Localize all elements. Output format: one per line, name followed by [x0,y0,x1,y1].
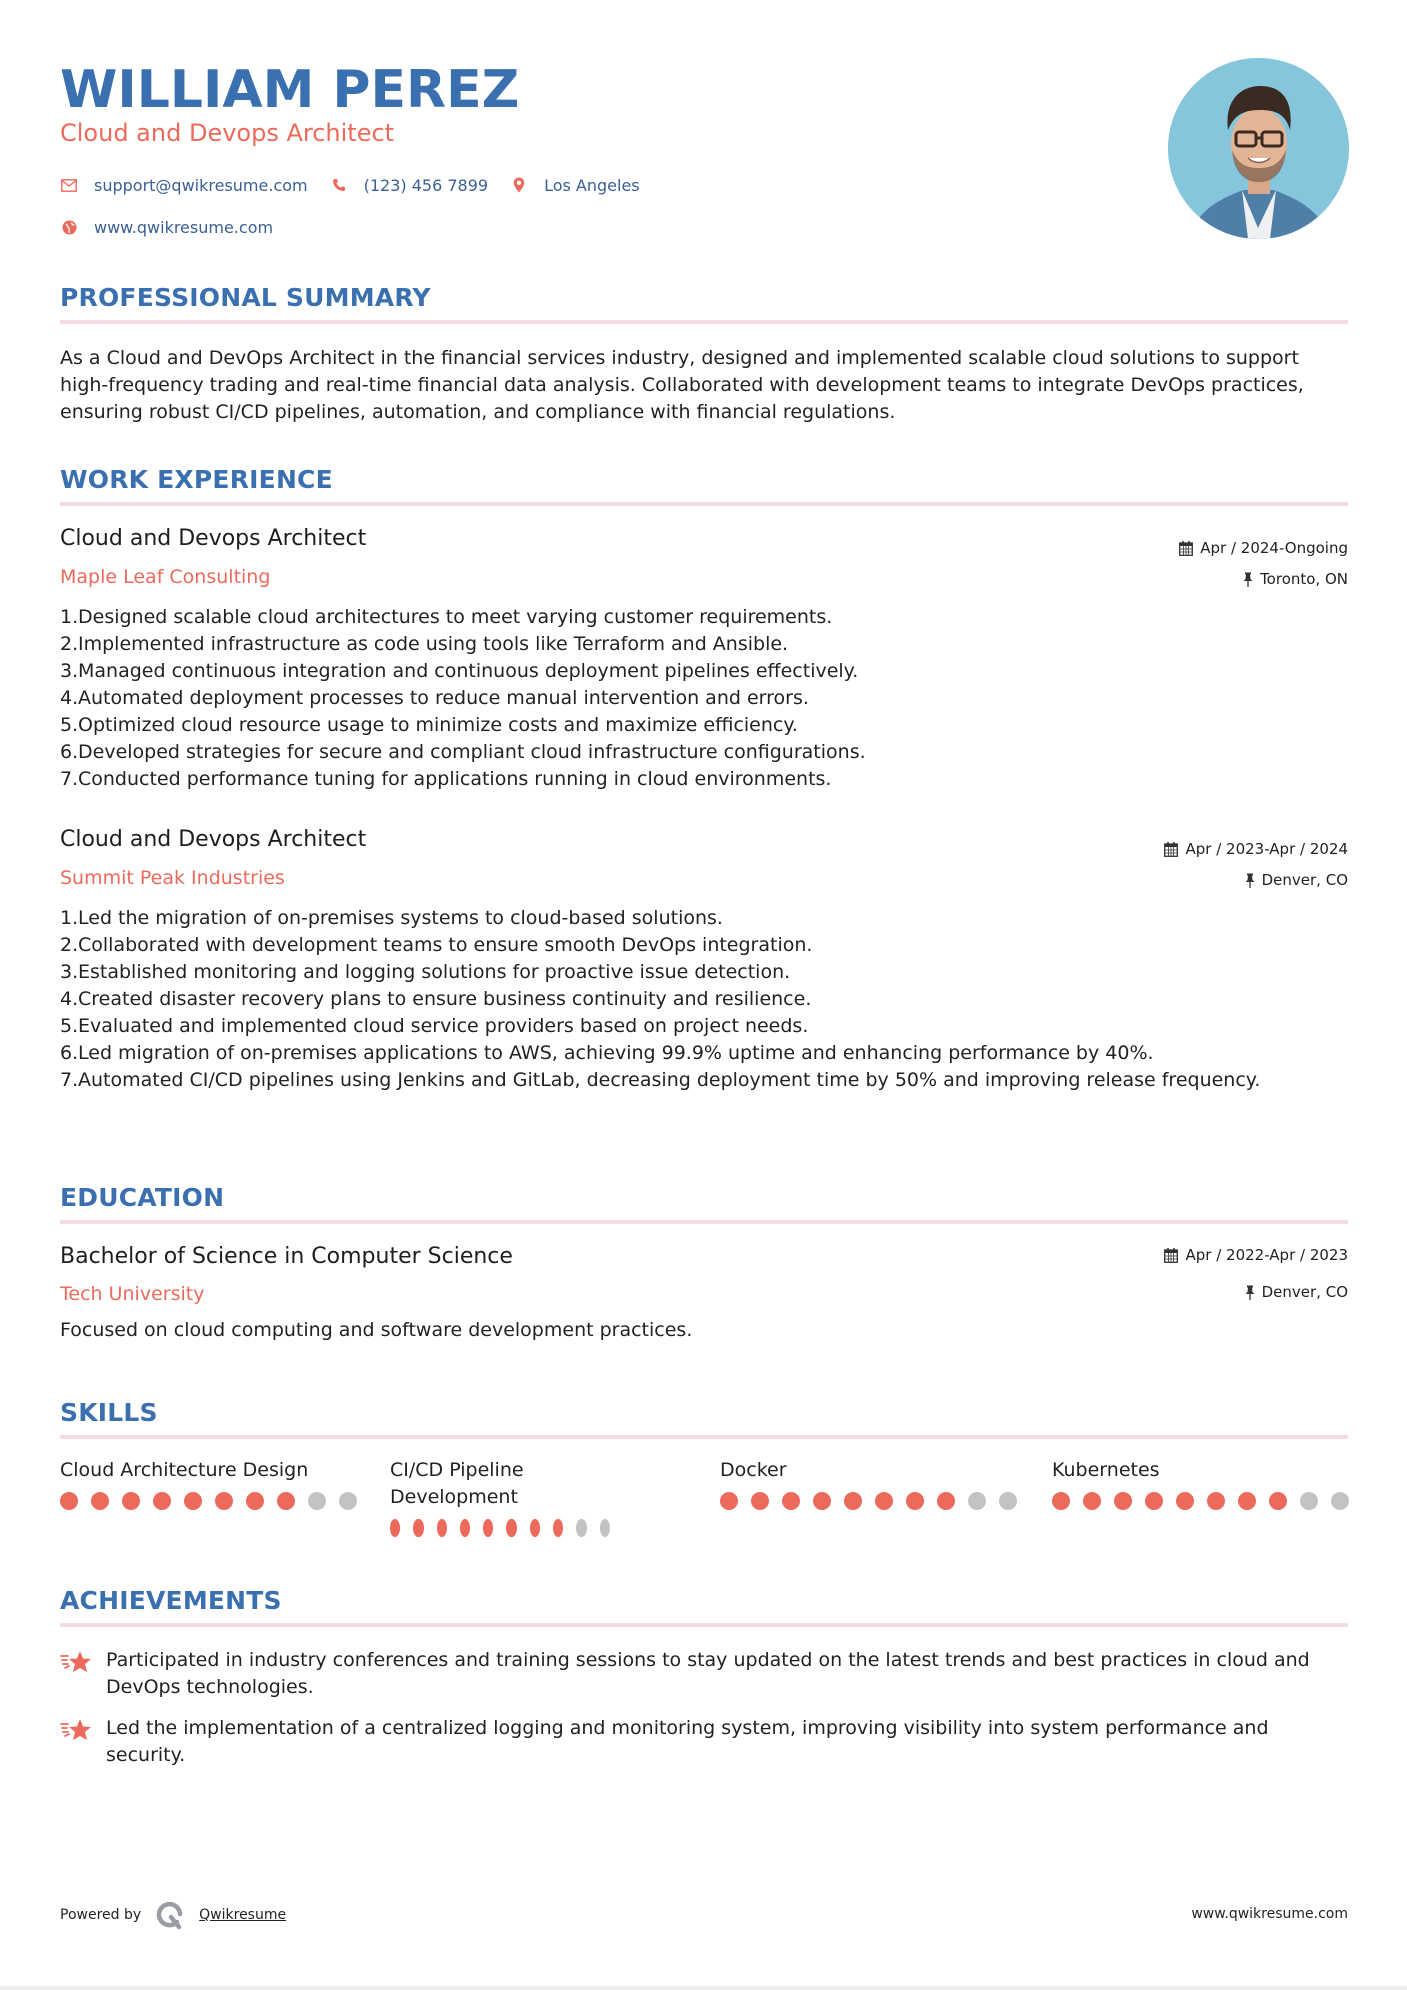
skill-item [390,1457,610,1537]
rating-dot-filled [460,1519,470,1537]
list-item: 5. Evaluated and implemented cloud service providers based on project needs. [60,1015,809,1037]
contact-row-1 [60,173,662,197]
list-item: 4. Created disaster recovery plans to ensure business continuity and resilience. [60,988,812,1010]
rating-dot-empty [999,1492,1017,1510]
company-name: Maple Leaf Consulting [60,566,271,588]
calendar-icon [1164,842,1178,857]
skill-rating [720,1492,1020,1510]
job-bullets [60,604,1350,793]
achievement-text: Led the implementation of a centralized logging and monitoring system, improving visibility into system performance and security. [106,1717,1269,1766]
job-title: Cloud and Devops Architect [60,827,367,852]
rating-dot-filled [1114,1492,1132,1510]
rating-dot-filled [1052,1492,1070,1510]
list-item: 1. Led the migration of on-premises systems to cloud-based solutions. [60,907,723,929]
rating-dot-filled [844,1492,862,1510]
rating-dot-filled [906,1492,924,1510]
location: Denver, CO [1261,871,1348,889]
job-location [1243,569,1348,589]
rating-dot-empty [339,1492,357,1510]
skill-name: Kubernetes [1052,1459,1160,1481]
section-heading-skills: SKILLS [60,1398,158,1427]
contact-row-2 [60,215,295,239]
section-heading-achievements: ACHIEVEMENTS [60,1586,282,1615]
rating-dot-empty [968,1492,986,1510]
rating-dot-filled [390,1519,400,1537]
rating-dot-filled [1207,1492,1225,1510]
job-dates [1164,839,1348,859]
rating-dot-empty [576,1519,586,1537]
rating-dot-filled [1176,1492,1194,1510]
rating-dot-filled [782,1492,800,1510]
rating-dot-filled [1269,1492,1287,1510]
profile-photo [1168,58,1349,239]
pushpin-icon [1245,873,1255,888]
rating-dot-filled [277,1492,295,1510]
skill-name: Docker [720,1459,787,1481]
list-item: 7. Conducted performance tuning for applications running in cloud environments. [60,768,832,790]
rating-dot-filled [506,1519,516,1537]
shooting-star-icon [60,1715,106,1769]
school-name: Tech University [60,1283,205,1305]
summary-text: As a Cloud and DevOps Architect in the financial services industry, designed and implemented scalable cloud solutions to support high-frequency trading and real-time financial data analysis. Collaborated with development teams to integrate DevOps practices, ensuring robust CI/CD pipelines, automation, and compliance with financial regulations. [60,347,1304,423]
location-text: Los Angeles [544,175,640,195]
section-heading-education: EDUCATION [60,1183,225,1212]
candidate-title: Cloud and Devops Architect [60,119,395,147]
job-bullets [60,905,1350,1094]
calendar-icon [1164,1248,1178,1263]
qwikresume-logo-icon [155,1900,185,1930]
pushpin-icon [1243,572,1253,587]
rating-dot-filled [215,1492,233,1510]
list-item: 6. Developed strategies for secure and compliant cloud infrastructure configurations. [60,741,866,763]
phone-number[interactable]: (123) 456 7899 [363,175,489,195]
rating-dot-filled [1145,1492,1163,1510]
achievement-item [60,1647,1350,1701]
list-item: 7. Automated CI/CD pipelines using Jenkins and GitLab, decreasing deployment time by 50% and improving release frequency. [60,1069,1261,1091]
section-divider [60,1623,1348,1627]
location: Denver, CO [1261,1283,1348,1301]
rating-dot-empty [308,1492,326,1510]
website-link[interactable]: www.qwikresume.com [94,217,274,237]
list-item: 1. Designed scalable cloud architectures to meet varying customer requirements. [60,606,833,628]
job-dates [1179,538,1348,558]
phone-icon [330,176,348,194]
section-divider [60,502,1348,506]
list-item: 2. Implemented infrastructure as code using tools like Terraform and Ansible. [60,633,789,655]
date-range: Apr / 2024-Ongoing [1200,539,1348,557]
footer-website-link[interactable]: www.qwikresume.com [1191,1906,1348,1922]
skill-rating [390,1519,610,1537]
rating-dot-filled [1238,1492,1256,1510]
section-divider [60,320,1348,324]
page-bottom-edge [0,1986,1407,1990]
location: Toronto, ON [1260,570,1348,588]
list-item: 6. Led migration of on-premises applications to AWS, achieving 99.9% uptime and enhancing performance by 40%. [60,1042,1154,1064]
list-item: 2. Collaborated with development teams to ensure smooth DevOps integration. [60,934,813,956]
section-heading-experience: WORK EXPERIENCE [60,465,333,494]
degree-title: Bachelor of Science in Computer Science [60,1244,513,1269]
date-range: Apr / 2022-Apr / 2023 [1185,1246,1348,1264]
rating-dot-filled [937,1492,955,1510]
skill-rating [60,1492,360,1510]
shooting-star-icon [60,1647,106,1701]
skill-item [1052,1457,1352,1510]
avatar-illustration [1168,58,1349,239]
achievement-item [60,1715,1350,1769]
skill-name: CI/CD Pipeline Development [390,1459,524,1508]
rating-dot-empty [600,1519,610,1537]
section-heading-summary: PROFESSIONAL SUMMARY [60,283,431,312]
candidate-name: WILLIAM PEREZ [60,60,520,120]
rating-dot-filled [720,1492,738,1510]
date-range: Apr / 2023-Apr / 2024 [1185,840,1348,858]
education-location [1245,1282,1348,1302]
map-pin-icon [510,176,528,194]
envelope-icon [60,176,78,194]
rating-dot-filled [246,1492,264,1510]
rating-dot-filled [813,1492,831,1510]
list-item: 5. Optimized cloud resource usage to minimize costs and maximize efficiency. [60,714,798,736]
rating-dot-filled [153,1492,171,1510]
education-description: Focused on cloud computing and software development practices. [60,1319,693,1341]
job-location [1245,870,1348,890]
skill-item [720,1457,1020,1510]
achievement-text: Participated in industry conferences and training sessions to stay updated on the latest trends and best practices in cloud and DevOps technologies. [106,1649,1310,1698]
footer-powered-by [60,1900,286,1930]
skill-name: Cloud Architecture Design [60,1459,309,1481]
rating-dot-empty [1331,1492,1349,1510]
rating-dot-filled [184,1492,202,1510]
rating-dot-filled [413,1519,423,1537]
calendar-icon [1179,541,1193,556]
company-name: Summit Peak Industries [60,867,285,889]
skill-rating [1052,1492,1352,1510]
rating-dot-filled [437,1519,447,1537]
rating-dot-filled [91,1492,109,1510]
skill-item [60,1457,360,1510]
powered-by-label: Powered by [60,1907,142,1923]
education-dates [1164,1245,1348,1265]
rating-dot-empty [1300,1492,1318,1510]
rating-dot-filled [751,1492,769,1510]
rating-dot-filled [553,1519,563,1537]
list-item: 3. Established monitoring and logging solutions for proactive issue detection. [60,961,791,983]
rating-dot-filled [122,1492,140,1510]
rating-dot-filled [530,1519,540,1537]
email-link[interactable]: support@qwikresume.com [94,175,308,195]
rating-dot-filled [60,1492,78,1510]
globe-icon [60,218,78,236]
job-title: Cloud and Devops Architect [60,526,367,551]
rating-dot-filled [483,1519,493,1537]
rating-dot-filled [875,1492,893,1510]
pushpin-icon [1245,1285,1255,1300]
rating-dot-filled [1083,1492,1101,1510]
section-divider [60,1435,1348,1439]
section-divider [60,1220,1348,1224]
qwikresume-link[interactable]: Qwikresume [199,1907,287,1923]
list-item: 3. Managed continuous integration and continuous deployment pipelines effectively. [60,660,859,682]
list-item: 4. Automated deployment processes to reduce manual intervention and errors. [60,687,809,709]
